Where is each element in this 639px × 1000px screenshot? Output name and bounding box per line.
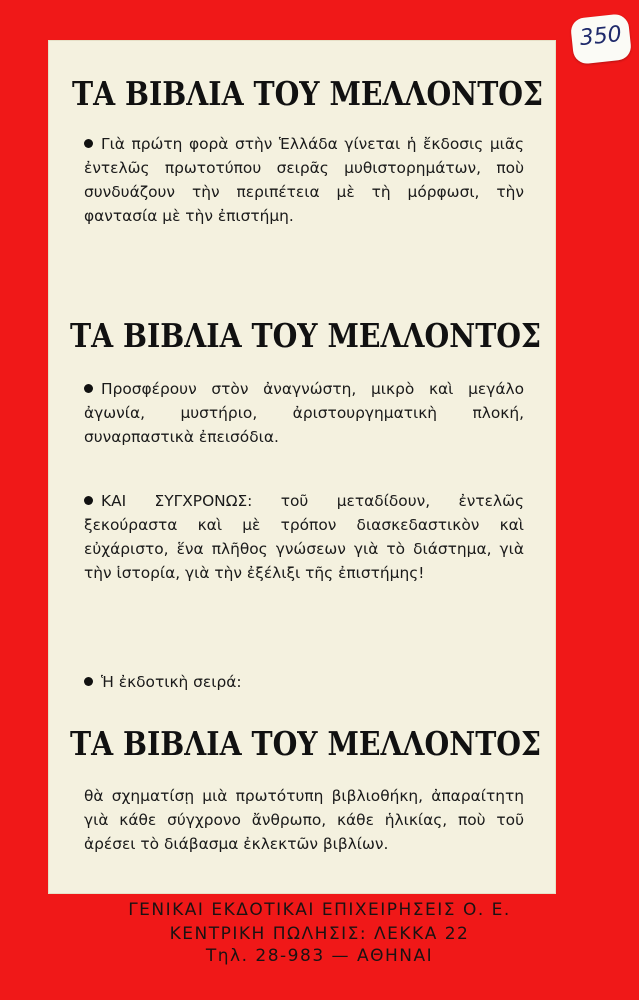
sticker-number: 350 — [578, 21, 623, 52]
footer-address: ΚΕΝΤΡΙΚΗ ΠΩΛΗΣΙΣ: ΛΕΚΚΑ 22 — [169, 924, 470, 944]
paragraph-5-text: θὰ σχηματίσῃ μιὰ πρωτότυπη βιβλιοθήκη, ἀπαραίτητη γιὰ κάθε σύγχρονο ἄνθρωπο, κάθε ἡλικίας, ποὺ τοῦ ἀρέσει τὸ διάβασμα ἐκλεκτῶν βιβλίων. — [84, 787, 524, 853]
footer-phone: Τηλ. 28-983 — ΑΘΗΝΑΙ — [205, 946, 434, 966]
paragraph-1 — [84, 132, 524, 228]
paragraph-2-text: Προσφέρουν στὸν ἀναγνώστη, μικρὸ καὶ μεγάλο ἀγωνία, μυστήριο, ἀριστουργηματικὴ πλοκή, συναρπαστικὰ ἐπεισόδια. — [84, 380, 524, 446]
heading-2: ΤΑ ΒΙΒΛΙΑ ΤΟΥ ΜΕΛΛΟΝΤΟΣ — [70, 316, 542, 355]
paragraph-2 — [84, 377, 524, 449]
paragraph-4-text: Ἡ ἐκδοτικὴ σειρά: — [101, 673, 242, 691]
heading-1: ΤΑ ΒΙΒΛΙΑ ΤΟΥ ΜΕΛΛΟΝΤΟΣ — [72, 74, 544, 113]
content-panel — [48, 40, 556, 894]
price-sticker — [570, 13, 632, 65]
footer-publisher: ΓΕΝΙΚΑΙ ΕΚΔΟΤΙΚΑΙ ΕΠΙΧΕΙΡΗΣΕΙΣ Ο. Ε. — [128, 900, 511, 920]
paragraph-1-text: Γιὰ πρώτη φορὰ στὴν Ἑλλάδα γίνεται ἡ ἔκδοσις μιᾶς ἐντελῶς πρωτοτύπου σειρᾶς μυθιστορημάτων, ποὺ συνδυάζουν τὴν περιπέτεια μὲ τὴ μόρφωσι, τὴν φαντασία μὲ τὴν ἐπιστήμη. — [84, 135, 524, 225]
paragraph-3 — [84, 489, 524, 585]
paragraph-5 — [84, 784, 524, 856]
bullet-icon — [84, 496, 93, 505]
paragraph-4 — [84, 670, 524, 694]
paragraph-3-text: ΚΑΙ ΣΥΓΧΡΟΝΩΣ: τοῦ μεταδίδουν, ἐντελῶς ξεκούραστα καὶ μὲ τρόπον διασκεδαστικὸν καὶ εὐχάριστο, ἕνα πλῆθος γνώσεων γιὰ τὸ διάστημα, γιὰ τὴν ἱστορία, γιὰ τὴν ἐξέλιξι τῆς ἐπιστήμης! — [84, 492, 524, 582]
bullet-icon — [84, 677, 93, 686]
bullet-icon — [84, 384, 93, 393]
bullet-icon — [84, 139, 93, 148]
heading-3: ΤΑ ΒΙΒΛΙΑ ΤΟΥ ΜΕΛΛΟΝΤΟΣ — [70, 724, 542, 763]
